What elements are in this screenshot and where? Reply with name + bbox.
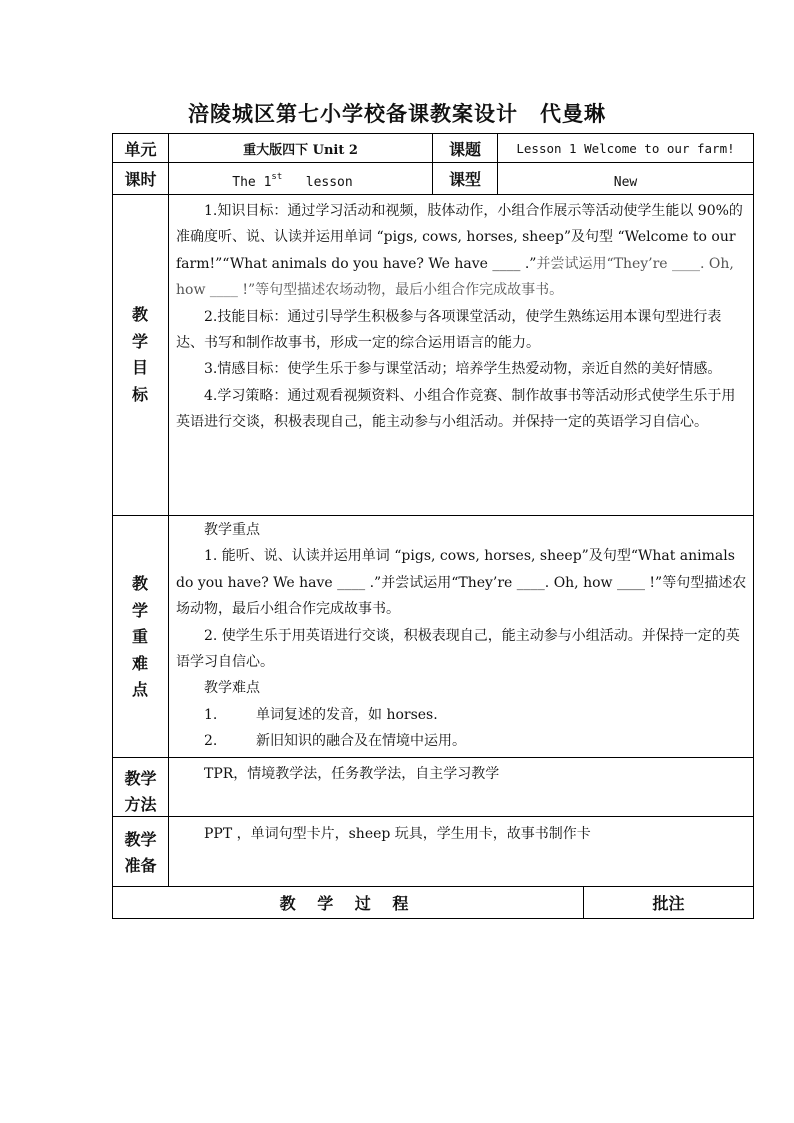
- topic-label-cell: [432, 133, 498, 163]
- objectives-label: 教学目标: [132, 305, 149, 404]
- methods-label-1: 教学: [124, 769, 157, 788]
- methods-value: TPR，情境教学法，任务教学法，自主学习教学: [204, 766, 500, 782]
- keypoints-label-cell: [112, 515, 169, 758]
- keypoints-label: 教学重难点: [132, 574, 149, 699]
- objective-skill: 2.技能目标：通过引导学生积极参与各项课堂活动，使学生熟练运用本课句型进行表达、书写和制作故事书，形成一定的综合运用语言的能力。: [176, 308, 722, 352]
- difficulty-2-text: 新旧知识的融合及在情境中运用。: [256, 733, 466, 750]
- period-prefix: The 1: [232, 175, 272, 190]
- unit-value: 重大版四下 Unit 2: [243, 142, 358, 158]
- keypoints-content-cell: [168, 515, 754, 758]
- objective-knowledge: 1.知识目标：通过学习活动和视频，肢体动作，小组合作展示等活动使学生能以 90%的准确度听、说、认读并运用单词 “pigs, cows, horses, sheep”及句型 “Welcome to our farm!”“What animals do you have? We have ____ .”: [176, 203, 743, 272]
- period-value-cell: [168, 162, 433, 195]
- difficulty-2: [176, 728, 747, 754]
- objectives-content-cell: [168, 194, 754, 516]
- topic-label: 课题: [448, 139, 481, 159]
- topic-value-cell: [497, 133, 754, 163]
- difficulty-title: 教学难点: [204, 680, 260, 697]
- type-value-cell: [497, 162, 754, 195]
- period-value: [232, 172, 353, 190]
- period-suffix: lesson: [305, 175, 353, 190]
- difficulty-1: [176, 702, 747, 728]
- type-label: 课型: [448, 170, 481, 189]
- key-point-1: 1. 能听、说、认读并运用单词 “pigs, cows, horses, sheep”及句型“What animals do you have? We have ____ .”并尝试运用“They’re ____. Oh, how ____ !”等句型描述农场动物，最后小组合作完成故事书。: [176, 548, 747, 618]
- difficulty-1-num: 1.: [204, 706, 218, 723]
- unit-value-cell: [168, 133, 433, 163]
- objective-emotion: 3.情感目标：使学生乐于参与课堂活动；培养学生热爱动物，亲近自然的美好情感。: [204, 361, 722, 378]
- type-value: New: [613, 175, 638, 190]
- objectives-label-cell: [112, 194, 169, 516]
- type-label-cell: [432, 162, 498, 195]
- preparation-label-1: 教学: [124, 830, 157, 849]
- process-header-cell: [112, 886, 584, 919]
- unit-label: 单元: [124, 139, 157, 159]
- notes-label: 批注: [652, 894, 685, 913]
- period-label-cell: [112, 162, 169, 195]
- process-label: 教 学 过 程: [279, 894, 417, 913]
- methods-label-cell: [112, 757, 169, 817]
- objective-knowledge-b: 并尝试运用“They’re ____. Oh, how ____ !”等句型描述农场动物，最后小组合作完成故事书。: [176, 255, 734, 299]
- notes-header-cell: [583, 886, 754, 919]
- page-title: 涪陵城区第七小学校备课教案设计 代曼琳: [188, 101, 606, 126]
- preparation-label-cell: [112, 816, 169, 887]
- difficulty-2-num: 2.: [204, 733, 218, 750]
- methods-content-cell: [168, 757, 754, 817]
- period-label: 课时: [124, 170, 157, 189]
- unit-label-cell: [112, 133, 169, 163]
- period-sup: st: [271, 172, 283, 182]
- methods-label-2: 方法: [124, 795, 157, 814]
- preparation-label-2: 准备: [124, 856, 157, 875]
- objective-strategy: 4.学习策略：通过观看视频资料、小组合作竞赛、制作故事书等活动形式使学生乐于用英语进行交谈，积极表现自己，能主动参与小组活动。并保持一定的英语学习自信心。: [176, 387, 736, 431]
- key-point-2: 2. 使学生乐于用英语进行交谈，积极表现自己，能主动参与小组活动。并保持一定的英语学习自信心。: [176, 627, 740, 671]
- topic-value: Lesson 1 Welcome to our farm!: [516, 140, 735, 156]
- key-title: 教学重点: [204, 522, 260, 538]
- preparation-value: PPT ，单词句型卡片，sheep 玩具，学生用卡，故事书制作卡: [204, 826, 591, 842]
- difficulty-1-text: 单词复述的发音，如 horses.: [256, 706, 438, 723]
- preparation-content-cell: [168, 816, 754, 887]
